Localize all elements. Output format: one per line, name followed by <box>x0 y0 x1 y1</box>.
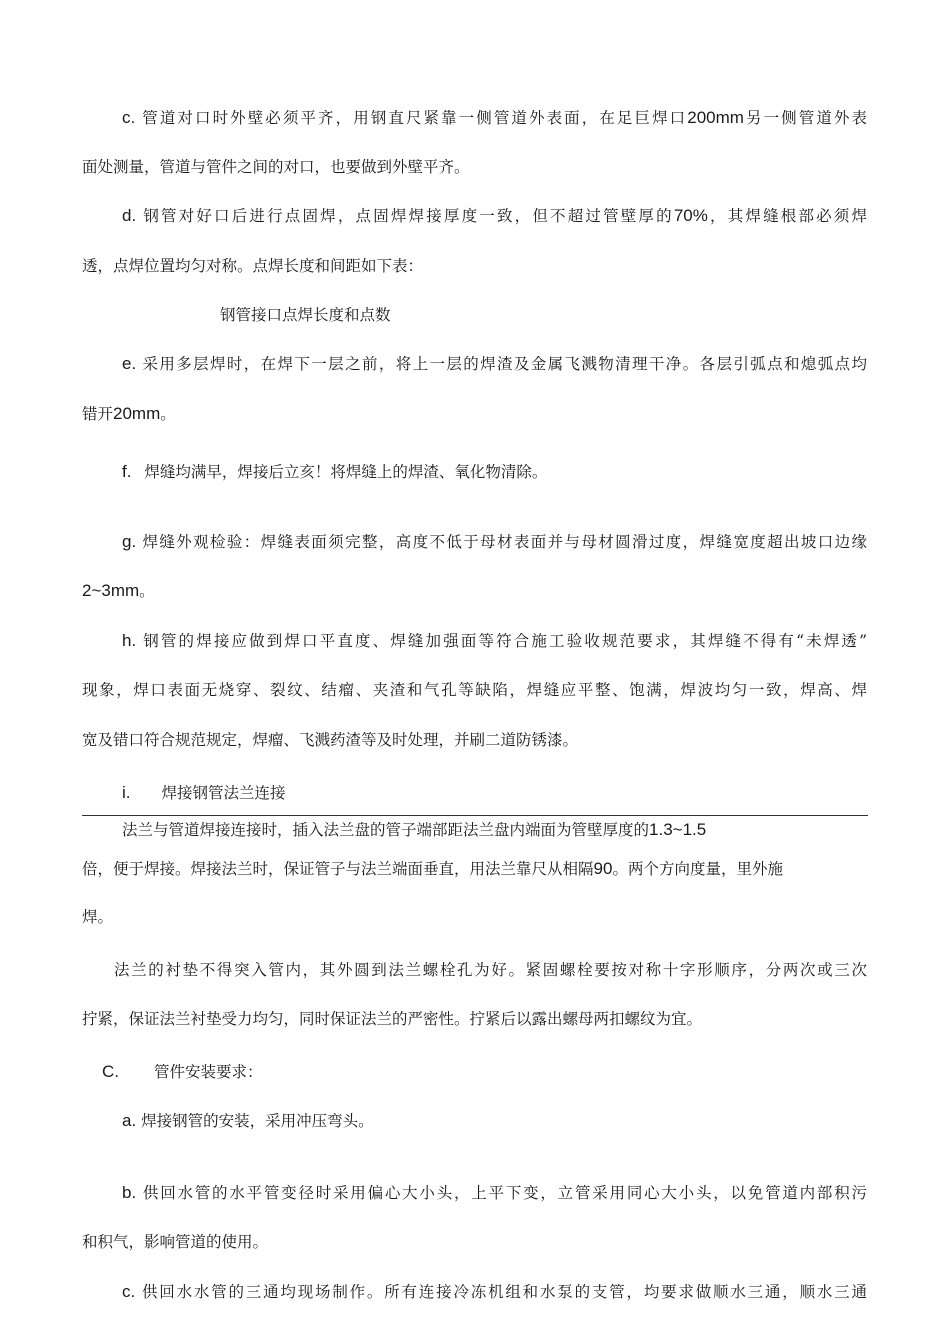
para-h-text: 钢管的焊接应做到焊口平直度、焊缝加强面等符合施工验收规范要求，其焊缝不得有“未焊透” <box>143 632 867 650</box>
para-d-line2: 透，点焊位置均匀对称。点焊长度和间距如下表： <box>82 257 424 275</box>
para-Cc-line1 <box>82 1281 867 1303</box>
para-Ca-marker: a. <box>122 1111 137 1130</box>
para-g-text-b: 。 <box>139 582 155 600</box>
para-c-line2: 面处测量，管道与管件之间的对口，也要做到外壁平齐。 <box>82 158 470 176</box>
flange1-line2 <box>82 858 783 880</box>
section-C-heading <box>102 1061 262 1083</box>
para-Cb-line1 <box>82 1182 867 1204</box>
para-h-marker: h. <box>122 631 137 650</box>
para-e-text: 采用多层焊时，在焊下一层之前，将上一层的焊渣及金属飞溅物清理干净。各层引弧点和熄弧点均 <box>142 355 867 373</box>
para-e-text-a: 错开 <box>82 405 114 423</box>
para-c-num: 200mm <box>687 108 744 127</box>
para-d-num: 70% <box>673 206 708 225</box>
para-e-line2 <box>82 403 176 425</box>
para-c-marker: c. <box>122 108 136 127</box>
para-d-marker: d. <box>122 206 137 225</box>
flange2-line1: 法兰的衬垫不得突入管内，其外圆到法兰螺栓孔为好。紧固螺栓要按对称十字形顺序，分两次或三次 <box>114 961 867 979</box>
para-Cc-marker: c. <box>122 1282 136 1301</box>
para-i-heading <box>122 782 285 804</box>
flange1-line3: 焊。 <box>82 908 114 926</box>
para-h-line3: 宽及错口符合规范规定，焊瘤、飞溅药渣等及时处理，并刷二道防锈漆。 <box>82 731 579 749</box>
para-h-line1 <box>82 630 867 652</box>
flange1-num2: 90 <box>593 859 613 878</box>
para-Cc-text: 供回水水管的三通均现场制作。所有连接冷冻机组和水泵的支管，均要求做顺水三通，顺水三通 <box>141 1283 867 1301</box>
section-C-marker: C. <box>102 1062 119 1081</box>
flange1-text-a2: 倍，便于焊接。焊接法兰时，保证管子与法兰端面垂直，用法兰靠尺从相隔 <box>82 860 594 878</box>
para-Cb-marker: b. <box>122 1183 137 1202</box>
para-c-text-a: 管道对口时外壁必须平齐，用钢直尺紧靠一侧管道外表面，在足巨焊口 <box>142 109 688 127</box>
para-d-line1 <box>82 205 867 227</box>
para-g-text: 焊缝外观检验：焊缝表面须完整，高度不低于母材表面并与母材圆滑过度，焊缝宽度超出坡口边缘 <box>142 533 867 551</box>
para-d-text-b: ，其焊缝根部必须焊 <box>707 207 867 225</box>
para-d-text-a: 钢管对好口后进行点固焊，点固焊焊接厚度一致，但不超过管壁厚的 <box>143 207 674 225</box>
flange1-num: 1.3~1.5 <box>649 820 707 839</box>
para-f-line1 <box>122 461 547 483</box>
para-Ca-text: 焊接钢管的安装，采用冲压弯头。 <box>141 1112 374 1130</box>
para-Cb-text: 供回水管的水平管变径时采用偏心大小头，上平下变，立管采用同心大小头，以免管道内部积污 <box>142 1184 867 1202</box>
para-f-marker: f. <box>122 462 132 481</box>
para-g-line2 <box>82 580 155 602</box>
horizontal-rule <box>82 815 868 816</box>
para-h-line2: 现象，焊口表面无烧穿、裂纹、结瘤、夹渣和气孔等缺陷，焊缝应平整、饱满，焊波均匀一致，焊高、焊 <box>82 681 867 699</box>
flange1-text-b2: 。两个方向度量，里外施 <box>612 860 783 878</box>
para-i-title: 焊接钢管法兰连接 <box>161 784 286 802</box>
para-c-text-b: 另一侧管道外表 <box>743 109 867 127</box>
flange2-line2: 拧紧，保证法兰衬垫受力均匀，同时保证法兰的严密性。拧紧后以露出螺母两扣螺纹为宜。 <box>82 1010 703 1028</box>
para-e-num: 20mm <box>113 404 161 423</box>
para-Cb-line2: 和积气，影响管道的使用。 <box>82 1233 269 1251</box>
flange1-text-a: 法兰与管道焊接连接时，插入法兰盘的管子端部距法兰盘内端面为管壁厚度的 <box>122 821 650 839</box>
para-e-marker: e. <box>122 354 137 373</box>
table-caption: 钢管接口点焊长度和点数 <box>220 306 391 324</box>
para-i-marker: i. <box>122 783 131 802</box>
para-g-marker: g. <box>122 532 137 551</box>
para-Ca-line1 <box>122 1110 374 1132</box>
section-C-title: 管件安装要求： <box>153 1063 263 1081</box>
flange1-line1 <box>122 819 706 841</box>
para-e-line1 <box>82 353 867 375</box>
para-g-line1 <box>82 531 867 553</box>
para-c-line1 <box>82 107 867 129</box>
para-g-num: 2~3mm <box>82 581 140 600</box>
para-f-text: 焊缝均满早，焊接后立亥！将焊缝上的焊渣、氧化物清除。 <box>144 463 548 481</box>
para-e-text-b: 。 <box>160 405 176 423</box>
